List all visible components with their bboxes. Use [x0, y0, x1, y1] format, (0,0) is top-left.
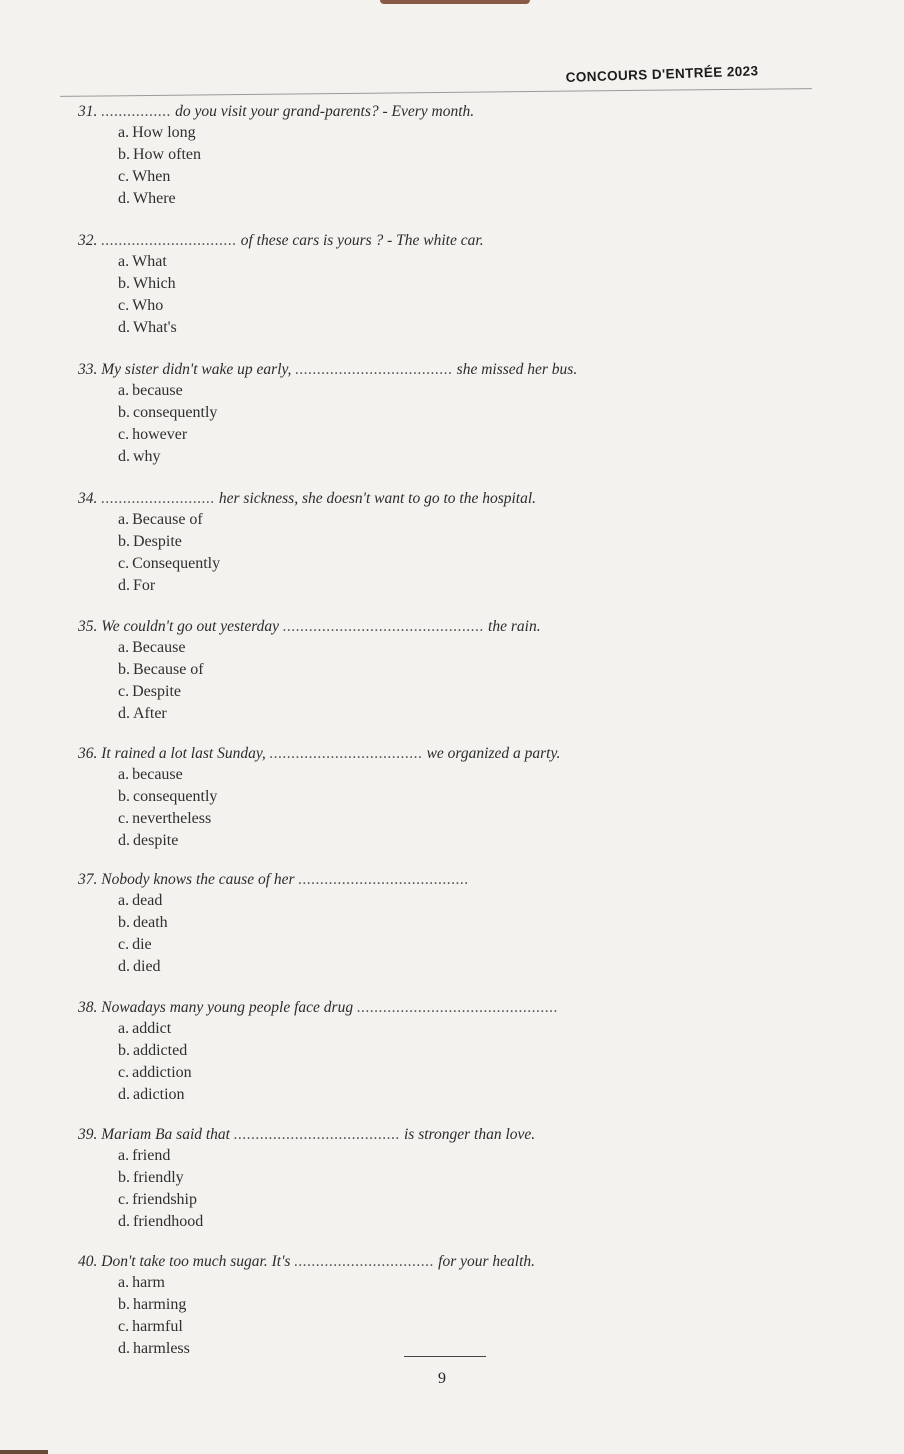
answer-option: [118, 166, 798, 188]
option-letter: b.: [118, 661, 130, 678]
question-text-after: is stronger than love.: [404, 1126, 536, 1143]
answer-options: [118, 1145, 798, 1233]
option-text: adiction: [133, 1086, 185, 1103]
option-letter: b.: [118, 404, 130, 421]
option-text: What's: [133, 319, 177, 336]
answer-option: [118, 1084, 798, 1106]
question-number: 31.: [78, 103, 98, 120]
option-letter: d.: [118, 448, 130, 465]
option-letter: d.: [118, 1086, 130, 1103]
answer-options: [118, 1272, 798, 1360]
question-text-before: We couldn't go out yesterday: [101, 618, 280, 635]
answer-option: [118, 144, 798, 166]
question-number: 35.: [78, 618, 98, 635]
option-text: What: [132, 253, 167, 270]
option-text: consequently: [133, 788, 218, 805]
question-number: 40.: [78, 1253, 98, 1270]
option-text: Because: [132, 639, 186, 656]
option-text: Which: [133, 275, 176, 292]
option-letter: a.: [118, 382, 130, 399]
question-number: 38.: [78, 999, 98, 1016]
question-item: [78, 998, 798, 1106]
option-text: harm: [132, 1274, 165, 1291]
option-text: friendhood: [133, 1213, 204, 1230]
answer-option: [118, 509, 798, 531]
question-number: 36.: [78, 745, 98, 762]
answer-blank: ......................................: [233, 1126, 401, 1143]
option-text: despite: [133, 832, 179, 849]
answer-option: [118, 295, 798, 317]
question-stem: [78, 489, 798, 509]
answer-option: [118, 681, 798, 703]
option-text: When: [132, 168, 171, 185]
question-text-after: for your health.: [438, 1253, 536, 1270]
option-letter: b.: [118, 788, 130, 805]
question-stem: [78, 102, 798, 122]
page-header-title: CONCOURS D'ENTRÉE 2023: [565, 63, 759, 85]
question-item: [78, 231, 798, 339]
question-text-after: we organized a party.: [426, 745, 561, 762]
page-edge-corner: [0, 1450, 48, 1454]
question-text-before: Nowadays many young people face drug: [101, 999, 354, 1016]
option-text: harmful: [132, 1318, 183, 1335]
question-text-before: Mariam Ba said that: [101, 1126, 230, 1143]
option-letter: c.: [118, 1318, 130, 1335]
option-letter: c.: [118, 297, 130, 314]
option-text: friend: [132, 1147, 171, 1164]
option-letter: c.: [118, 936, 130, 953]
answer-blank: ................................: [294, 1253, 435, 1270]
question-item: [78, 489, 798, 597]
option-text: died: [133, 958, 161, 975]
option-letter: b.: [118, 275, 130, 292]
answer-blank: .......................................: [298, 871, 470, 888]
answer-option: [118, 637, 798, 659]
answer-option: [118, 808, 798, 830]
option-text: friendly: [133, 1169, 184, 1186]
option-text: addiction: [132, 1064, 192, 1081]
option-text: Despite: [132, 683, 181, 700]
question-text-before: It rained a lot last Sunday,: [101, 745, 266, 762]
option-letter: b.: [118, 533, 130, 550]
option-letter: d.: [118, 958, 130, 975]
answer-option: [118, 122, 798, 144]
answer-option: [118, 1062, 798, 1084]
question-number: 32.: [78, 232, 98, 249]
question-list: [78, 102, 798, 1360]
question-stem: [78, 360, 798, 380]
option-text: addict: [132, 1020, 172, 1037]
option-letter: a.: [118, 1020, 130, 1037]
option-text: Consequently: [132, 555, 221, 572]
question-stem: [78, 744, 798, 764]
answer-option: [118, 830, 798, 852]
option-letter: d.: [118, 1213, 130, 1230]
option-text: Despite: [133, 533, 182, 550]
question-text-after: she missed her bus.: [456, 361, 578, 378]
option-text: How often: [133, 146, 201, 163]
answer-option: [118, 1040, 798, 1062]
answer-option: [118, 1294, 798, 1316]
answer-option: [118, 764, 798, 786]
question-item: [78, 1252, 798, 1360]
option-text: because: [132, 766, 183, 783]
option-letter: b.: [118, 146, 130, 163]
answer-option: [118, 402, 798, 424]
option-letter: a.: [118, 892, 130, 909]
option-letter: a.: [118, 1147, 130, 1164]
option-letter: d.: [118, 705, 130, 722]
answer-options: [118, 637, 798, 725]
option-text: Who: [132, 297, 164, 314]
question-stem: [78, 231, 798, 251]
answer-option: [118, 380, 798, 402]
question-stem: [78, 1125, 798, 1145]
question-item: [78, 617, 798, 725]
question-text-after: of these cars is yours ? - The white car.: [240, 232, 484, 249]
answer-options: [118, 764, 798, 852]
option-text: however: [132, 426, 188, 443]
answer-blank: ..............................................: [356, 999, 559, 1016]
answer-option: [118, 317, 798, 339]
option-letter: c.: [118, 683, 130, 700]
question-stem: [78, 870, 798, 890]
option-text: why: [133, 448, 161, 465]
question-item: [78, 360, 798, 468]
option-text: friendship: [132, 1191, 197, 1208]
question-number: 34.: [78, 490, 98, 507]
answer-option: [118, 273, 798, 295]
option-text: How long: [132, 124, 196, 141]
option-text: After: [133, 705, 167, 722]
question-item: [78, 744, 798, 852]
option-text: consequently: [133, 404, 218, 421]
answer-options: [118, 251, 798, 339]
page-edge-strip: [380, 0, 530, 4]
answer-option: [118, 575, 798, 597]
answer-option: [118, 1211, 798, 1233]
question-number: 37.: [78, 871, 98, 888]
option-letter: d.: [118, 319, 130, 336]
question-stem: [78, 1252, 798, 1272]
question-item: [78, 1125, 798, 1233]
option-letter: c.: [118, 1064, 130, 1081]
footer-divider: [404, 1356, 486, 1357]
option-letter: b.: [118, 1042, 130, 1059]
option-text: dead: [132, 892, 163, 909]
question-item: [78, 102, 798, 210]
question-text-after: do you visit your grand-parents? - Every month.: [175, 103, 475, 120]
answer-option: [118, 1272, 798, 1294]
answer-option: [118, 188, 798, 210]
option-letter: b.: [118, 1169, 130, 1186]
option-text: because: [132, 382, 183, 399]
answer-options: [118, 122, 798, 210]
answer-options: [118, 1018, 798, 1106]
answer-option: [118, 251, 798, 273]
answer-option: [118, 934, 798, 956]
answer-option: [118, 446, 798, 468]
option-text: harming: [133, 1296, 187, 1313]
option-letter: d.: [118, 577, 130, 594]
answer-blank: ................: [101, 103, 172, 120]
question-number: 39.: [78, 1126, 98, 1143]
option-letter: a.: [118, 1274, 130, 1291]
answer-blank: ..............................................: [282, 618, 485, 635]
answer-option: [118, 659, 798, 681]
option-letter: d.: [118, 190, 130, 207]
answer-option: [118, 553, 798, 575]
question-stem: [78, 617, 798, 637]
answer-option: [118, 1189, 798, 1211]
answer-option: [118, 1316, 798, 1338]
question-text-after: her sickness, she doesn't want to go to the hospital.: [218, 490, 537, 507]
option-letter: c.: [118, 810, 130, 827]
question-number: 33.: [78, 361, 98, 378]
answer-option: [118, 1145, 798, 1167]
option-text: Where: [133, 190, 176, 207]
header-divider: [60, 88, 812, 97]
option-letter: a.: [118, 253, 130, 270]
option-text: death: [133, 914, 168, 931]
answer-option: [118, 956, 798, 978]
answer-options: [118, 380, 798, 468]
question-text-before: Nobody knows the cause of her: [101, 871, 295, 888]
question-text-after: the rain.: [488, 618, 541, 635]
page-number: 9: [438, 1370, 446, 1387]
answer-blank: ...................................: [269, 745, 423, 762]
answer-option: [118, 912, 798, 934]
option-text: Because of: [132, 511, 203, 528]
answer-blank: ....................................: [295, 361, 453, 378]
option-letter: d.: [118, 1340, 130, 1357]
option-text: die: [132, 936, 152, 953]
question-text-before: Don't take too much sugar. It's: [101, 1253, 291, 1270]
answer-blank: ...............................: [101, 232, 237, 249]
option-text: For: [133, 577, 156, 594]
option-letter: a.: [118, 639, 130, 656]
question-stem: [78, 998, 798, 1018]
question-item: [78, 870, 798, 978]
option-letter: b.: [118, 1296, 130, 1313]
option-letter: d.: [118, 832, 130, 849]
answer-option: [118, 1018, 798, 1040]
answer-option: [118, 424, 798, 446]
answer-blank: ..........................: [101, 490, 215, 507]
option-letter: c.: [118, 1191, 130, 1208]
answer-option: [118, 890, 798, 912]
option-letter: a.: [118, 766, 130, 783]
answer-option: [118, 786, 798, 808]
answer-options: [118, 890, 798, 978]
option-text: Because of: [133, 661, 204, 678]
option-letter: b.: [118, 914, 130, 931]
option-text: harmless: [133, 1340, 190, 1357]
answer-option: [118, 531, 798, 553]
option-letter: c.: [118, 426, 130, 443]
question-text-before: My sister didn't wake up early,: [101, 361, 292, 378]
answer-option: [118, 703, 798, 725]
option-text: nevertheless: [132, 810, 212, 827]
option-letter: a.: [118, 124, 130, 141]
option-letter: a.: [118, 511, 130, 528]
option-letter: c.: [118, 555, 130, 572]
option-letter: c.: [118, 168, 130, 185]
option-text: addicted: [133, 1042, 188, 1059]
answer-options: [118, 509, 798, 597]
answer-option: [118, 1167, 798, 1189]
